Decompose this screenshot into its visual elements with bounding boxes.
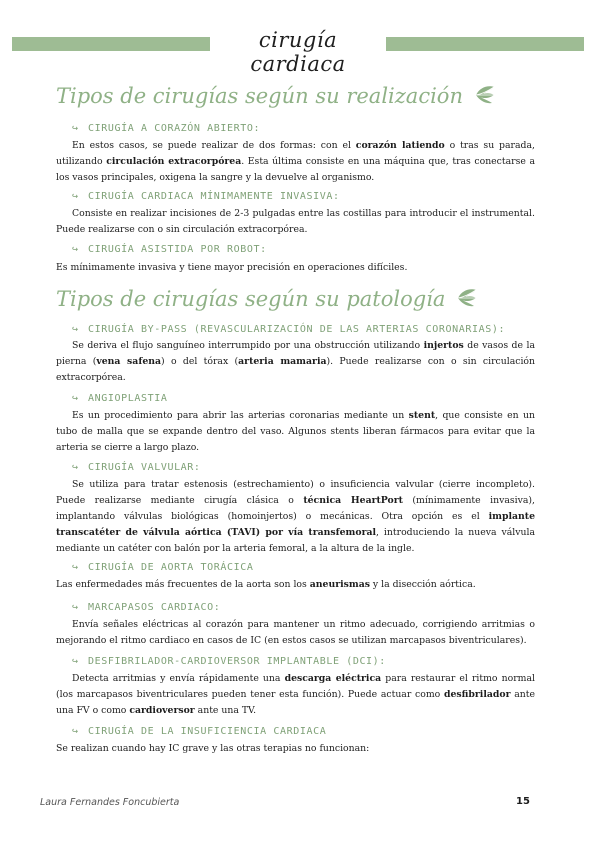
paragraph-aorta-toracica	[56, 577, 535, 593]
text-run: Se deriva el flujo sanguíneo interrumpido por una obstrucción utilizando	[72, 340, 424, 351]
footer-author: Laura Fernandes Foncubierta	[40, 797, 180, 808]
bold-term: aneurismas	[309, 579, 370, 590]
text-run: Las enfermedades más frecuentes de la aorta son los	[56, 579, 310, 590]
bold-term: descarga eléctrica	[284, 673, 382, 684]
subheading-asistida-robot: ↪ CIRUGÍA ASISTIDA POR ROBOT:	[72, 244, 267, 255]
text-run: , introduciendo la nueva válvula mediante un catéter con balón por la arteria femoral, a la altura de la ingle.	[56, 527, 535, 554]
paragraph-bypass	[56, 338, 535, 386]
subheading-bypass: ↪ CIRUGÍA BY-PASS (REVASCULARIZACIÓN DE LAS ARTERIAS CORONARIAS):	[72, 324, 506, 335]
subheading-minimamente-invasiva: ↪ CIRUGÍA CARDIACA MÍNIMAMENTE INVASIVA:	[72, 191, 340, 202]
text-run: Consiste en realizar incisiones de 2-3 pulgadas entre las costillas para introducir el instrumental. Puede realizarse con o sin circulación extracorpórea.	[56, 208, 535, 235]
paragraph-insuficiencia-cardiaca	[56, 741, 535, 757]
subheading-valvular: ↪ CIRUGÍA VALVULAR:	[72, 462, 201, 473]
paragraph-valvular	[56, 477, 535, 557]
paragraph-angioplastia	[56, 408, 535, 456]
subheading-insuficiencia-cardiaca: ↪ CIRUGÍA DE LA INSUFICIENCIA CARDIACA	[72, 726, 327, 737]
text-run: o tras su parada, utilizando	[56, 140, 535, 167]
subheading-corazon-abierto: ↪ CIRUGÍA A CORAZÓN ABIERTO:	[72, 123, 261, 134]
curly-arrow-icon: ↪	[72, 562, 79, 573]
text-run: ). Puede realizarse con o sin circulación extracorpórea.	[56, 356, 536, 383]
section-title-patologia	[56, 287, 478, 313]
page-header-title: cirugía cardiaca	[250, 28, 346, 76]
paragraph-desfibrilador	[56, 671, 535, 719]
paragraph-corazon-abierto	[56, 138, 535, 186]
bold-term: implante transcatéter de válvula aórtica (TAVI) por vía transfemoral	[56, 511, 535, 538]
header-bar-left	[12, 37, 210, 51]
bold-term: desfibrilador	[443, 689, 511, 700]
bold-term: cardioversor	[129, 705, 195, 716]
curly-arrow-icon: ↪	[72, 462, 79, 473]
subheading-marcapasos: ↪ MARCAPASOS CARDIACO:	[72, 602, 221, 613]
subheading-angioplastia: ↪ ANGIOPLASTIA	[72, 393, 168, 404]
bold-term: stent	[408, 410, 436, 421]
curly-arrow-icon: ↪	[72, 656, 79, 667]
curly-arrow-icon: ↪	[72, 123, 79, 134]
text-run: Se realizan cuando hay IC grave y las otras terapias no funcionan:	[56, 743, 370, 754]
curly-arrow-icon: ↪	[72, 726, 79, 737]
paragraph-asistida-robot	[56, 260, 535, 276]
text-run: (mínimamente invasiva), implantando válvulas biológicas (homoinjertos) o mecánicas. Otra opción es el	[56, 495, 535, 522]
paragraph-minimamente-invasiva	[56, 206, 535, 238]
text-run: de vasos de la pierna (	[56, 340, 535, 367]
page-number: 15	[516, 796, 530, 807]
header-bar-right	[386, 37, 584, 51]
text-run: ante una FV o como	[56, 689, 535, 716]
section-title-realizacion	[56, 84, 496, 110]
curly-arrow-icon: ↪	[72, 324, 79, 335]
section-title-text: Tipos de cirugías según su realización	[56, 84, 463, 108]
text-run: Es mínimamente invasiva y tiene mayor precisión en operaciones difíciles.	[56, 262, 408, 273]
text-run: Envía señales eléctricas al corazón para mantener un ritmo adecuado, corrigiendo arritmias o mejorando el ritmo cardiaco en casos de IC (en estos casos se utilizan marcapasos biventriculares).	[56, 619, 535, 646]
curly-arrow-icon: ↪	[72, 602, 79, 613]
bold-term: circulación extracorpórea	[106, 156, 242, 167]
subheading-aorta-toracica: ↪ CIRUGÍA DE AORTA TORÁCICA	[72, 562, 254, 573]
bold-term: injertos	[423, 340, 464, 351]
bold-term: vena safena	[96, 356, 162, 367]
bold-term: técnica HeartPort	[303, 495, 403, 506]
curly-arrow-icon: ↪	[72, 191, 79, 202]
bold-term: corazón latiendo	[355, 140, 445, 151]
leaf-icon	[474, 85, 496, 110]
curly-arrow-icon: ↪	[72, 393, 79, 404]
text-run: para restaurar el ritmo normal (los marcapasos biventriculares pueden tener esta función). Puede actuar como	[56, 673, 535, 700]
text-run: Detecta arritmias y envía rápidamente una	[72, 673, 285, 684]
paragraph-marcapasos	[56, 617, 535, 649]
text-run: Se utiliza para tratar estenosis (estrechamiento) o insuficiencia valvular (cierre incompleto). Puede realizarse mediante cirugía clásica o	[56, 479, 535, 506]
text-run: . Esta última consiste en una máquina que, tras conectarse a los vasos principales, oxigena la sangre y la devuelve al organismo.	[56, 156, 535, 183]
text-run: ) o del tórax (	[161, 356, 239, 367]
bold-term: arteria mamaria	[238, 356, 327, 367]
text-run: , que consiste en un tubo de malla que se expande dentro del vaso. Algunos stents liberan fármacos para evitar que la arteria se cierre a largo plazo.	[56, 410, 535, 453]
curly-arrow-icon: ↪	[72, 244, 79, 255]
leaf-icon	[456, 288, 478, 313]
section-title-text: Tipos de cirugías según su patología	[56, 287, 446, 311]
text-run: Es un procedimiento para abrir las arterias coronarias mediante un	[72, 410, 409, 421]
subheading-desfibrilador: ↪ DESFIBRILADOR-CARDIOVERSOR IMPLANTABLE (DCI):	[72, 656, 386, 667]
text-run: ante una TV.	[194, 705, 257, 716]
text-run: y la disección aórtica.	[369, 579, 476, 590]
text-run: En estos casos, se puede realizar de dos formas: con el	[72, 140, 356, 151]
